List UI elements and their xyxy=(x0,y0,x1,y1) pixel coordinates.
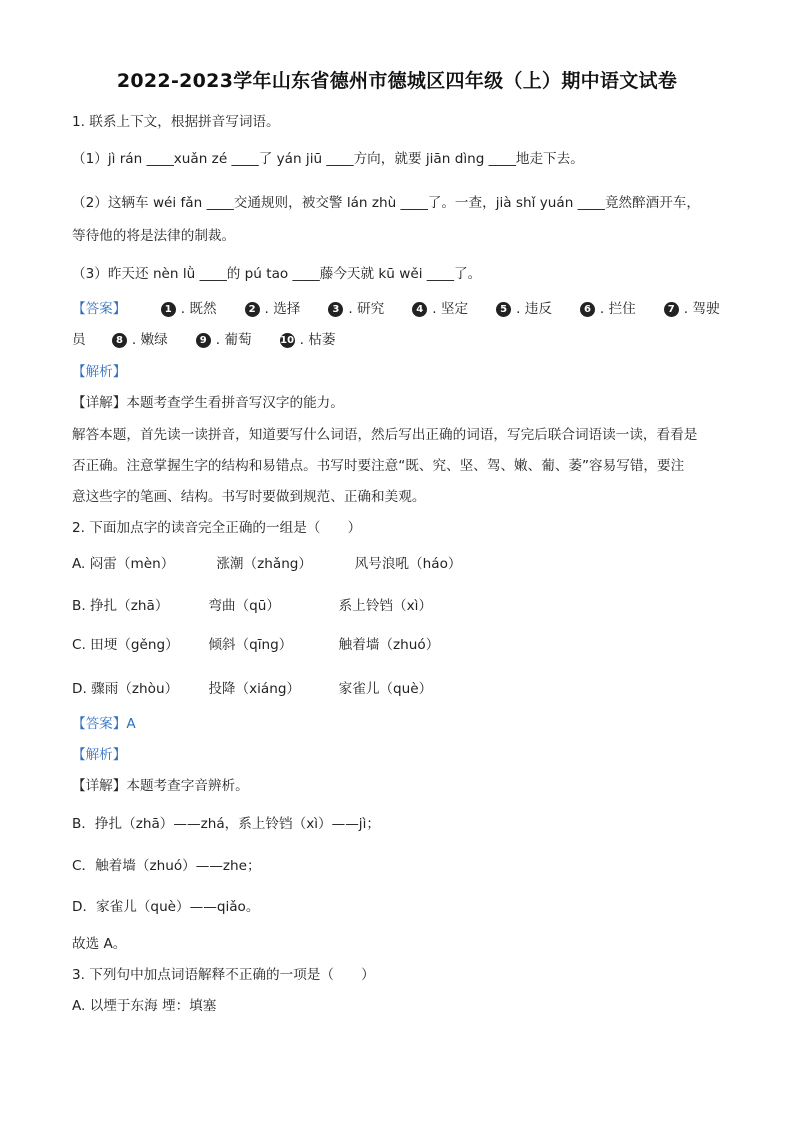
answer-word: . 驾驶 xyxy=(683,301,720,317)
q2-option-a xyxy=(72,552,461,572)
q2-analysis-label: 【解析】 xyxy=(72,747,127,763)
answer-item xyxy=(196,328,252,348)
answer-word: . 坚定 xyxy=(432,301,469,317)
answer-list-2 xyxy=(112,328,364,348)
answer-word: . 既然 xyxy=(180,301,217,317)
option-d-1: D. 骤雨（zhòu） xyxy=(72,681,179,697)
circled-number: 4 xyxy=(412,302,427,317)
option-b-1: B. 挣扎（zhā） xyxy=(72,598,169,614)
answer-word: . 嫩绿 xyxy=(131,332,168,348)
q1-explanation-1: 解答本题，首先读一读拼音，知道要写什么词语，然后写出正确的词语，写完后联合词语读一读，看看是 xyxy=(72,427,698,443)
answer-item xyxy=(112,328,168,348)
option-b-2: 弯曲（qū） xyxy=(208,598,280,614)
answer-word: . 枯萎 xyxy=(299,332,336,348)
q2-conclusion: 故选 A。 xyxy=(72,936,127,952)
answer-item xyxy=(580,297,636,317)
q1-analysis-label: 【解析】 xyxy=(72,364,127,380)
answer-item xyxy=(412,297,468,317)
option-c-3: 触着墙（zhuó） xyxy=(338,637,440,653)
q2-answer-text: 【答案】A xyxy=(72,716,136,732)
circled-number: 3 xyxy=(328,302,343,317)
answer-item xyxy=(161,297,217,317)
q1-answer-row xyxy=(72,297,748,317)
answer-word: . 葡萄 xyxy=(215,332,252,348)
q3-option-a: A. 以堙于东海 堙：填塞 xyxy=(72,998,217,1014)
q1-line4: （3）昨天还 nèn lǜ ____的 pú tao ____藤今天就 kū wěi ____了。 xyxy=(72,266,482,282)
answer-word: . 违反 xyxy=(516,301,552,317)
answer-word: . 选择 xyxy=(264,301,301,317)
q1-stem: 1. 联系上下文，根据拼音写词语。 xyxy=(72,114,280,130)
answer-item xyxy=(280,328,336,348)
circled-number: 10 xyxy=(280,335,295,346)
option-a-3: 风号浪吼（háo） xyxy=(354,556,462,572)
q1-explanation-3: 意这些字的笔画、结构。书写时要做到规范、正确和美观。 xyxy=(72,489,426,505)
q2-detail: 【详解】本题考查字音辨析。 xyxy=(72,778,249,794)
answer-word: . 拦住 xyxy=(599,301,636,317)
answer-item xyxy=(496,297,552,317)
circled-number: 7 xyxy=(664,302,679,317)
q1-explanation-2: 否正确。注意掌握生字的结构和易错点。书写时要注意“既、究、坚、驾、嫩、葡、萎”容易写错，要注 xyxy=(72,458,685,474)
option-a-1: A. 闷雷（mèn） xyxy=(72,556,175,572)
answer-item xyxy=(245,297,301,317)
answer-continuation: 员 xyxy=(72,332,86,348)
answer-label: 【答案】 xyxy=(72,301,127,317)
option-c-1: C. 田埂（gěng） xyxy=(72,637,179,653)
q2-explanation-c: C．触着墙（zhuó）——zhe； xyxy=(72,858,261,874)
q2-option-c xyxy=(72,633,439,653)
circled-number: 6 xyxy=(580,302,595,317)
answer-list xyxy=(161,297,748,317)
circled-number: 5 xyxy=(496,302,511,317)
q2-option-d xyxy=(72,677,432,697)
answer-word: . 研究 xyxy=(348,301,385,317)
q1-answer-row-2 xyxy=(72,328,363,348)
q2-explanation-b: B．挣扎（zhā）——zhá，系上铃铛（xì）——jì； xyxy=(72,816,380,832)
option-d-3: 家雀儿（què） xyxy=(338,681,433,697)
answer-item xyxy=(664,297,720,317)
option-b-3: 系上铃铛（xì） xyxy=(338,598,433,614)
q1-detail: 【详解】本题考查学生看拼音写汉字的能力。 xyxy=(72,395,344,411)
circled-number: 2 xyxy=(245,302,260,317)
q1-line3: 等待他的将是法律的制裁。 xyxy=(72,228,236,244)
q2-answer xyxy=(72,712,136,732)
q2-option-b xyxy=(72,594,432,614)
q1-line2: （2）这辆车 wéi fǎn ____交通规则，被交警 lán zhù ____了。一查，jià shǐ yuán ____竟然醉酒开车， xyxy=(72,195,700,211)
option-a-2: 涨潮（zhǎng） xyxy=(216,556,313,572)
page-title: 2022-2023学年山东省德州市德城区四年级（上）期中语文试卷 xyxy=(116,70,678,92)
q2-explanation-d: D．家雀儿（què）——qiǎo。 xyxy=(72,899,260,915)
option-d-2: 投降（xiáng） xyxy=(208,681,301,697)
circled-number: 1 xyxy=(161,302,176,317)
q3-stem: 3. 下列句中加点词语解释不正确的一项是（ ） xyxy=(72,967,375,983)
circled-number: 8 xyxy=(112,333,127,348)
option-c-2: 倾斜（qīng） xyxy=(208,637,293,653)
q2-stem: 2. 下面加点字的读音完全正确的一组是（ ） xyxy=(72,520,362,536)
circled-number: 9 xyxy=(196,333,211,348)
q1-line1: （1）jì rán ____xuǎn zé ____了 yán jiū ____方向，就要 jiān dìng ____地走下去。 xyxy=(72,151,584,167)
answer-item xyxy=(328,297,384,317)
